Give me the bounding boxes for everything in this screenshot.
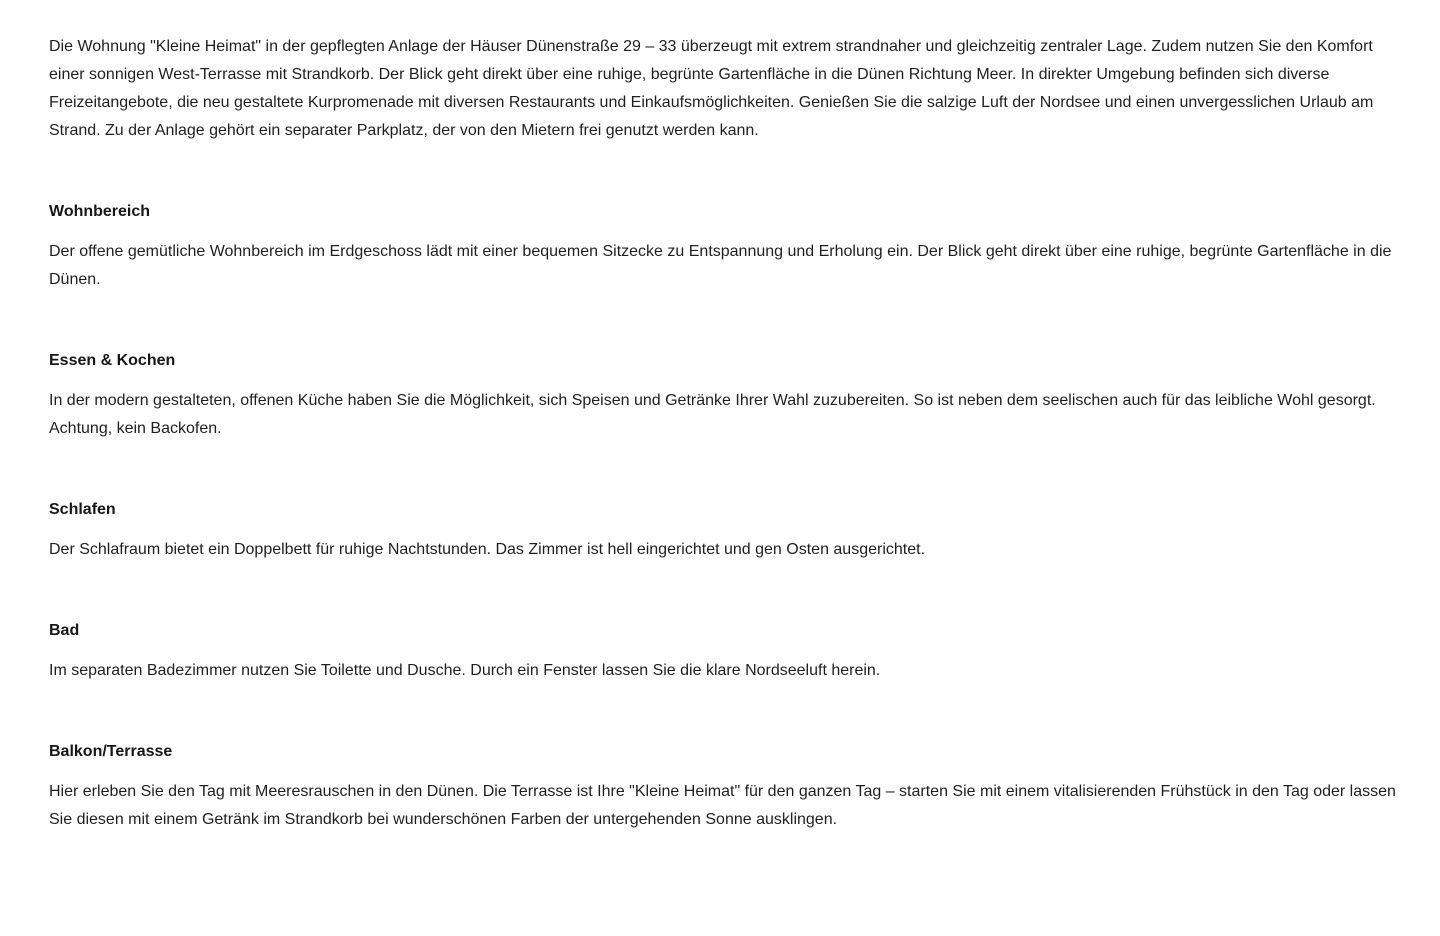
section-body-bad: Im separaten Badezimmer nutzen Sie Toilette und Dusche. Durch ein Fenster lassen Sie die klare Nordseeluft herein. [49, 662, 881, 679]
section-body-schlafen: Der Schlafraum bietet ein Doppelbett für ruhige Nachtstunden. Das Zimmer ist hell eingerichtet und gen Osten ausgerichtet. [49, 541, 926, 558]
section-body-essen-kochen: In der modern gestalteten, offenen Küche haben Sie die Möglichkeit, sich Speisen und Getränke Ihrer Wahl zuzubereiten. So ist neben dem seelischen auch für das leibliche Wohl gesorgt. Achtung, kein Backofen. [49, 392, 1376, 437]
section-heading-schlafen: Schlafen [49, 501, 116, 518]
section-heading-bad: Bad [49, 622, 80, 639]
section-heading-essen-kochen: Essen & Kochen [49, 352, 176, 369]
section-heading-wohnbereich: Wohnbereich [49, 203, 151, 220]
section-body-wohnbereich: Der offene gemütliche Wohnbereich im Erdgeschoss lädt mit einer bequemen Sitzecke zu Entspannung und Erholung ein. Der Blick geht direkt über eine ruhige, begrünte Gartenfläche in die Dünen. [49, 243, 1392, 288]
section-body-balkon-terrasse: Hier erleben Sie den Tag mit Meeresrauschen in den Dünen. Die Terrasse ist Ihre "Kleine Heimat" für den ganzen Tag – starten Sie mit einem vitalisierenden Frühstück in den Tag oder lassen Sie diesen mit einem Getränk im Strandkorb bei wunderschönen Farben der untergehenden Sonne ausklingen. [49, 783, 1396, 828]
intro-paragraph: Die Wohnung "Kleine Heimat" in der gepflegten Anlage der Häuser Dünenstraße 29 – 33 überzeugt mit extrem strandnaher und gleichzeitig zentraler Lage. Zudem nutzen Sie den Komfort einer sonnigen West-Terrasse mit Strandkorb. Der Blick geht direkt über eine ruhige, begrünte Gartenfläche in die Dünen Richtung Meer. In direkter Umgebung befinden sich diverse Freizeitangebote, die neu gestaltete Kurpromenade mit diversen Restaurants und Einkaufsmöglichkeiten. Genießen Sie die salzige Luft der Nordsee und einen unvergesslichen Urlaub am Strand. Zu der Anlage gehört ein separater Parkplatz, der von den Mietern frei genutzt werden kann. [49, 38, 1374, 139]
section-heading-balkon-terrasse: Balkon/Terrasse [49, 743, 173, 760]
